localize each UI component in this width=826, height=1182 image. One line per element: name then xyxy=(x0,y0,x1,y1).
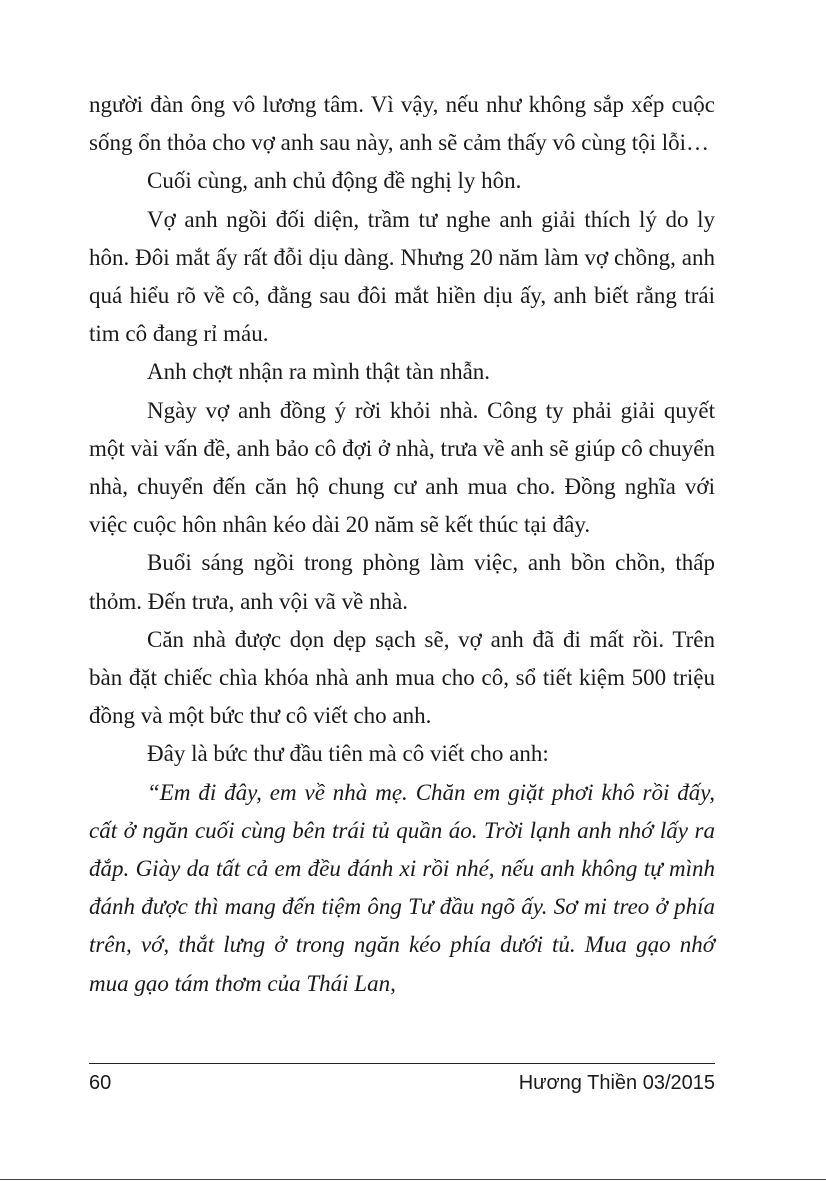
paragraph: Ngày vợ anh đồng ý rời khỏi nhà. Công ty phải giải quyết một vài vấn đề, anh bảo cô đợi ở nhà, trưa về anh sẽ giúp cô chuyển nhà, chuyển đến căn hộ chung cư anh mua cho. Đồng nghĩa với việc cuộc hôn nhân kéo dài 20 năm sẽ kết thúc tại đây. xyxy=(89,397,715,538)
paragraph: Anh chợt nhận ra mình thật tàn nhẫn. xyxy=(147,359,491,385)
paragraph: Buổi sáng ngồi trong phòng làm việc, anh bồn chồn, thấp thỏm. Đến trưa, anh vội vã về nhà. xyxy=(89,550,715,614)
paragraph: Căn nhà được dọn dẹp sạch sẽ, vợ anh đã đi mất rồi. Trên bàn đặt chiếc chìa khóa nhà anh mua cho cô, sổ tiết kiệm 500 triệu đồng và một bức thư cô viết cho anh. xyxy=(89,626,715,729)
page-bottom-edge xyxy=(0,1179,826,1180)
page-number: 60 xyxy=(89,1072,112,1094)
paragraph: Cuối cùng, anh chủ động đề nghị ly hôn. xyxy=(147,168,522,194)
body-text xyxy=(89,86,715,1003)
paragraph: Vợ anh ngồi đối diện, trầm tư nghe anh giải thích lý do ly hôn. Đôi mắt ấy rất đỗi dịu dàng. Nhưng 20 năm làm vợ chồng, anh quá hiểu rõ về cô, đằng sau đôi mắt hiền dịu ấy, anh biết rằng trái tim cô đang rỉ máu. xyxy=(89,206,715,347)
footer-divider xyxy=(89,1063,715,1064)
paragraph: Đây là bức thư đầu tiên mà cô viết cho anh: xyxy=(147,741,549,767)
letter-quote: “Em đi đây, em về nhà mẹ. Chăn em giặt phơi khô rồi đấy, cất ở ngăn cuối cùng bên trái tủ quần áo. Trời lạnh anh nhớ lấy ra đắp. Giày da tất cả em đều đánh xi rồi nhé, nếu anh không tự mình đánh được thì mang đến tiệm ông Tư đầu ngõ ấy. Sơ mi treo ở phía trên, vớ, thắt lưng ở trong ngăn kéo phía dưới tủ. Mua gạo nhớ mua gạo tám thơm của Thái Lan, xyxy=(89,779,715,996)
paragraph-continuation: người đàn ông vô lương tâm. Vì vậy, nếu như không sắp xếp cuộc sống ổn thỏa cho vợ anh sau này, anh sẽ cảm thấy vô cùng tội lỗi… xyxy=(89,92,715,156)
running-footer: Hương Thiền 03/2015 xyxy=(518,1072,715,1094)
